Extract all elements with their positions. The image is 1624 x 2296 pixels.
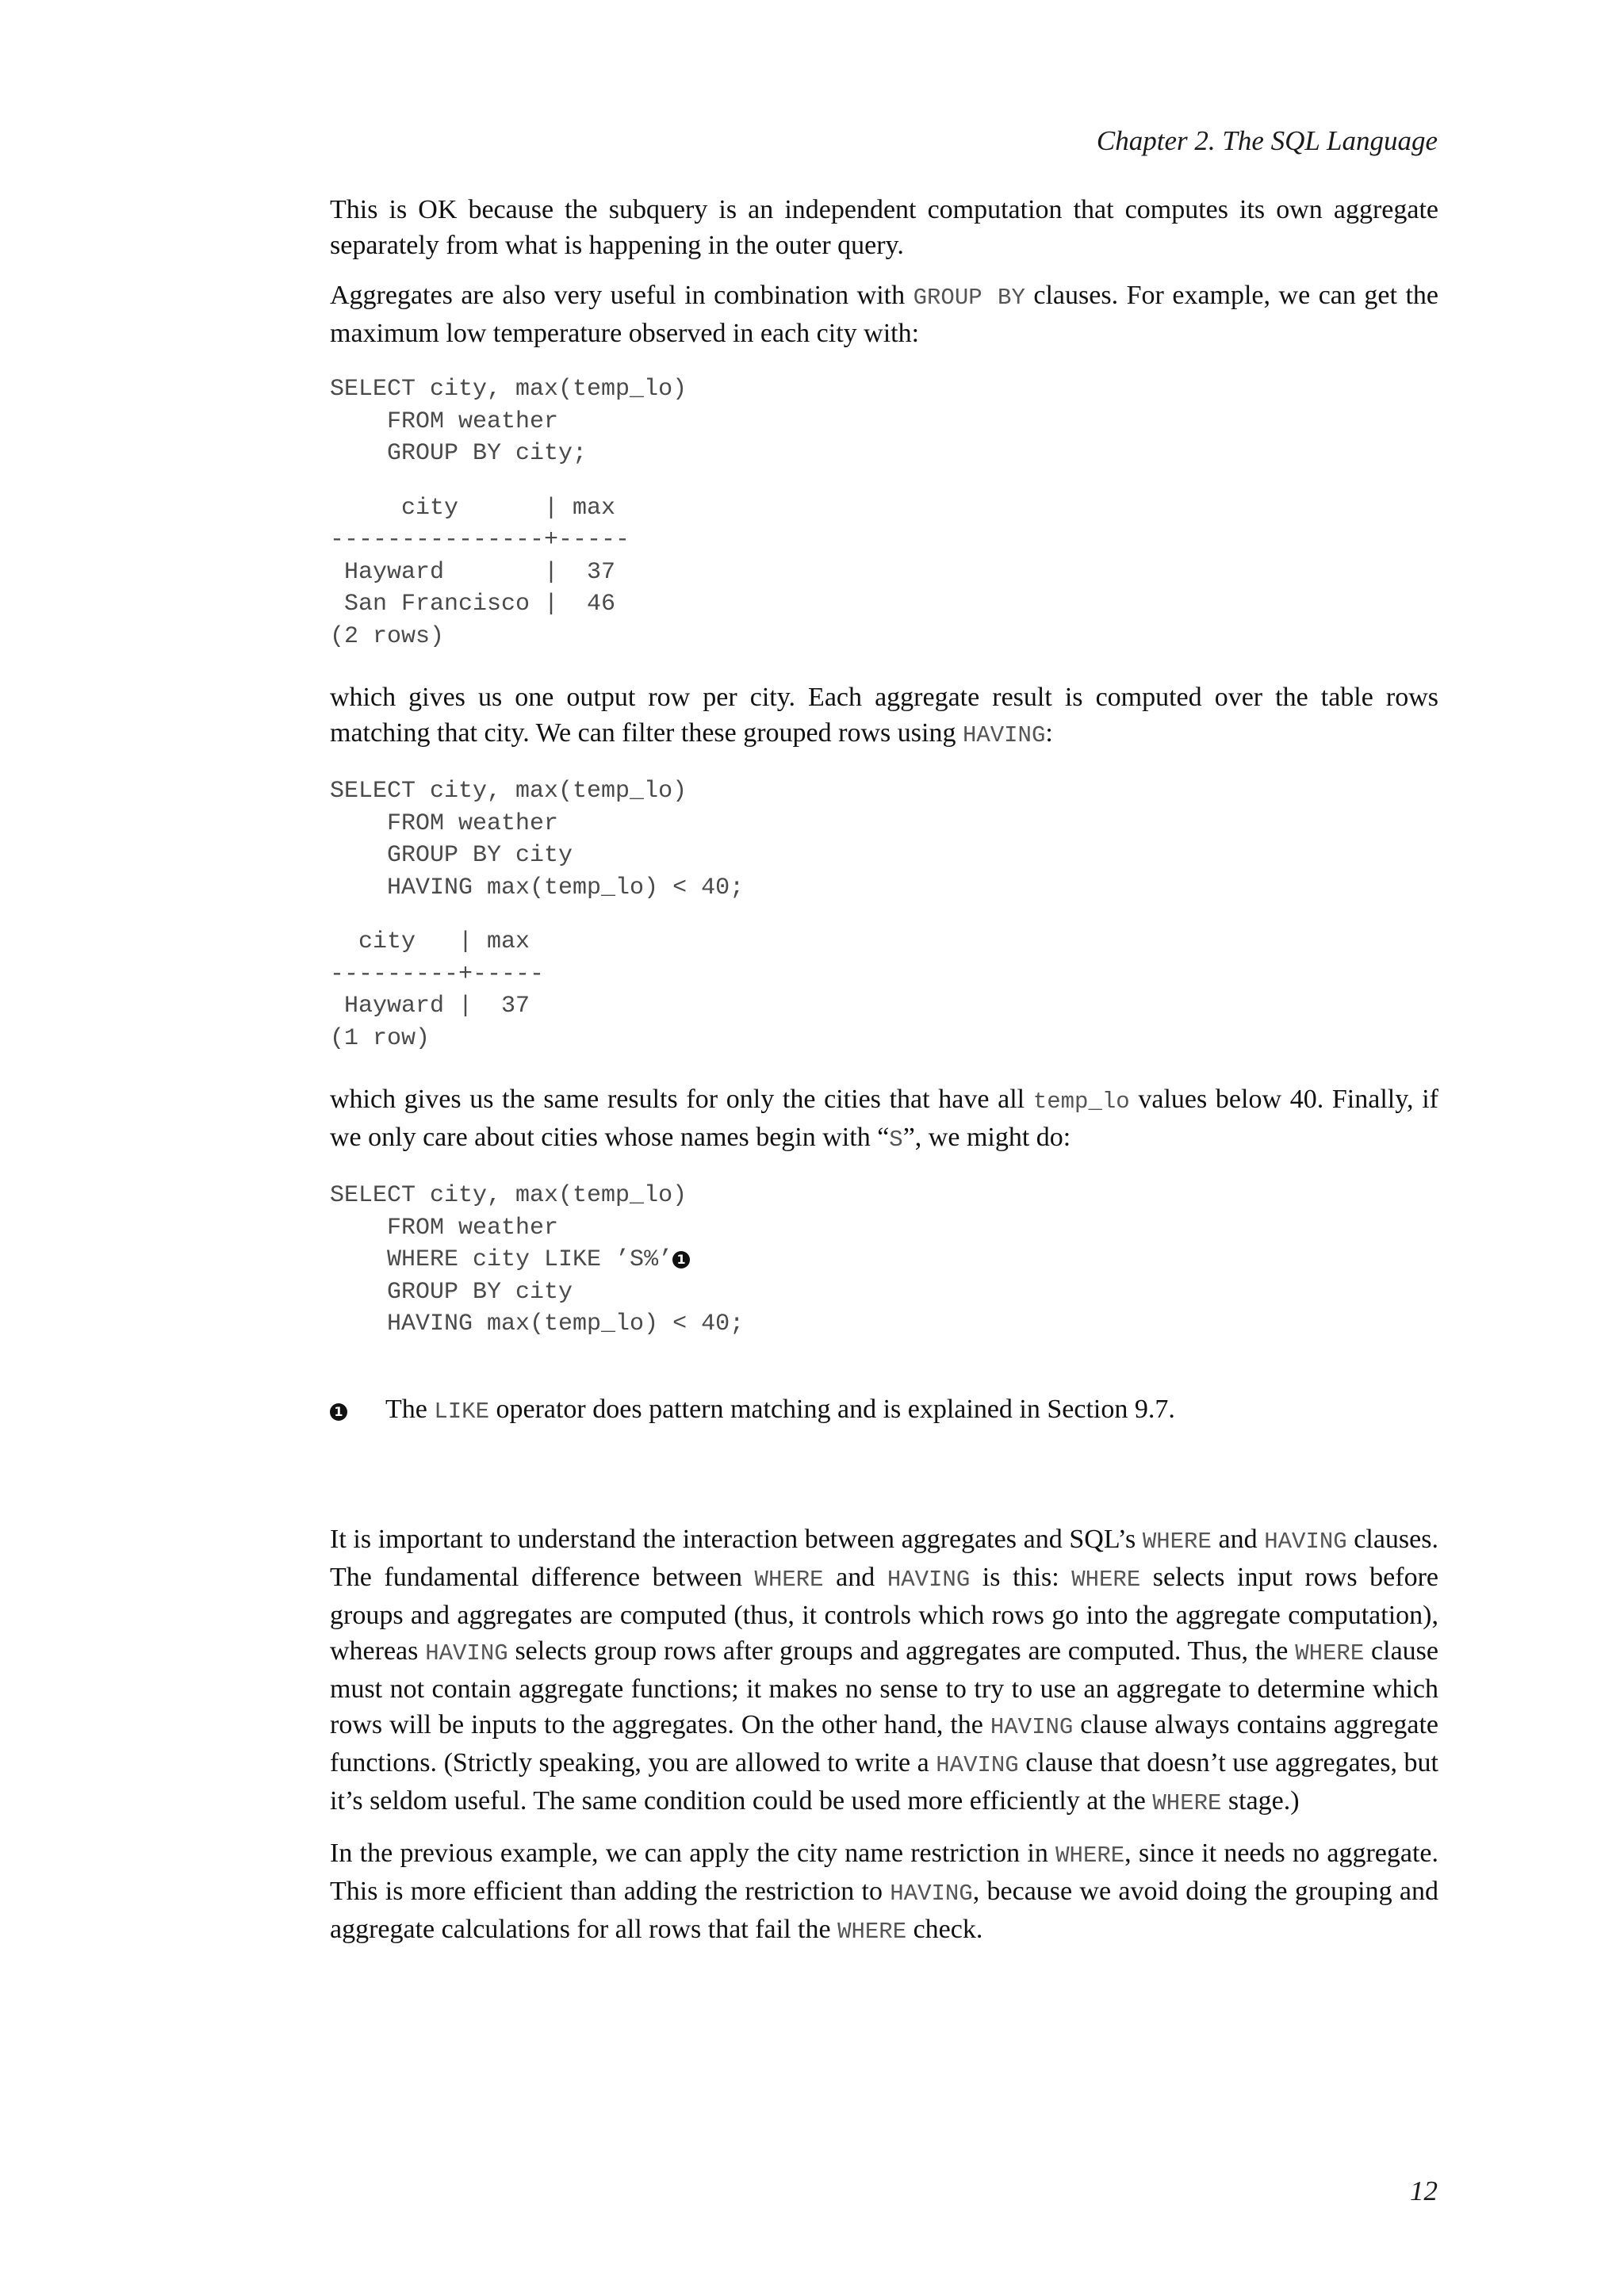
inline-code: HAVING bbox=[425, 1640, 508, 1667]
inline-code: HAVING bbox=[1264, 1528, 1347, 1555]
callout-marker: 1 bbox=[672, 1251, 690, 1269]
inline-code: WHERE bbox=[1152, 1789, 1222, 1816]
paragraph-efficiency: In the previous example, we can apply the city name restriction in WHERE, since it needs no aggregate. This is more efficient than adding the restriction to HAVING, because we avoid doing the grouping and aggregate calculations for all rows that fail the WHERE check. bbox=[330, 1838, 1439, 1945]
inline-code: temp_lo bbox=[1032, 1089, 1130, 1115]
inline-code: HAVING bbox=[890, 1880, 973, 1907]
sql-query: SELECT city, max(temp_lo) FROM weather WHERE city LIKE ’S%’ 1 GROUP BY city HAVING max(temp_lo) < 40; bbox=[330, 1182, 745, 1337]
inline-code: WHERE bbox=[1295, 1640, 1365, 1667]
inline-code: WHERE bbox=[1071, 1566, 1141, 1593]
inline-code: HAVING bbox=[887, 1566, 971, 1593]
sql-query: SELECT city, max(temp_lo) FROM weather GROUP BY city HAVING max(temp_lo) < 40; bbox=[330, 778, 745, 901]
inline-code: HAVING bbox=[936, 1751, 1019, 1778]
callout-list bbox=[330, 1391, 1438, 1429]
paragraph-having-intro: which gives us one output row per city. Each aggregate result is computed over the table rows matching that city. We can filter these grouped rows using HAVING: bbox=[330, 683, 1438, 748]
inline-code: WHERE bbox=[837, 1918, 907, 1945]
paragraph-group-by-intro: Aggregates are also very useful in combination with GROUP BY clauses. For example, we can get the maximum low temperature observed in each city with: bbox=[330, 281, 1438, 348]
paragraph-where-vs-having: It is important to understand the interaction between aggregates and SQL’s WHERE and HAVING clauses. The fundamental difference between WHERE and HAVING is this: WHERE selects input rows before groups and aggregates are computed (thus, it controls which rows go into the aggregate computation), whereas HAVING selects group rows after groups and aggregates are computed. Thus, the WHERE clause must not contain aggregate functions; it makes no sense to try to use an aggregate to determine which rows will be inputs to the aggregates. On the other hand, the HAVING clause always contains aggregate functions. (Strictly speaking, you are allowed to write a HAVING clause that doesn’t use aggregates, but it’s seldom useful. The same condition could be used more efficiently at the WHERE stage.) bbox=[330, 1524, 1438, 1816]
page-content bbox=[330, 192, 1438, 1964]
query-result: city | max ---------------+----- Hayward | 37 San Francisco | 46 (2 rows) bbox=[330, 494, 630, 650]
inline-code: GROUP BY bbox=[913, 285, 1025, 311]
inline-code: WHERE bbox=[1055, 1842, 1125, 1869]
inline-code: LIKE bbox=[434, 1398, 489, 1425]
paragraph-subquery-note: This is OK because the subquery is an independent computation that computes its own aggregate separately from what is happening in the outer query. bbox=[330, 195, 1438, 260]
code-example-group-by bbox=[330, 373, 1438, 652]
sql-query: SELECT city, max(temp_lo) FROM weather GROUP BY city; bbox=[330, 376, 688, 467]
paragraph-like-intro: which gives us the same results for only the cities that have all temp_lo values below 40. Finally, if we only care about cities whose names begin with “S”, we might do: bbox=[330, 1085, 1438, 1153]
callout-marker: 1 bbox=[330, 1403, 347, 1421]
query-result: city | max ---------+----- Hayward | 37 (1 row) bbox=[330, 928, 545, 1052]
inline-code: WHERE bbox=[754, 1566, 824, 1593]
inline-code: WHERE bbox=[1142, 1528, 1212, 1555]
inline-code: S bbox=[889, 1127, 903, 1153]
code-example-having bbox=[330, 775, 1438, 1054]
page-number: 12 bbox=[1410, 2175, 1438, 2206]
code-example-where-like bbox=[330, 1180, 1438, 1341]
inline-code: HAVING bbox=[990, 1713, 1074, 1740]
running-header: Chapter 2. The SQL Language bbox=[1096, 125, 1438, 156]
callout-text: The LIKE operator does pattern matching and is explained in Section 9.7. bbox=[385, 1394, 1175, 1425]
inline-code: HAVING bbox=[962, 722, 1046, 748]
